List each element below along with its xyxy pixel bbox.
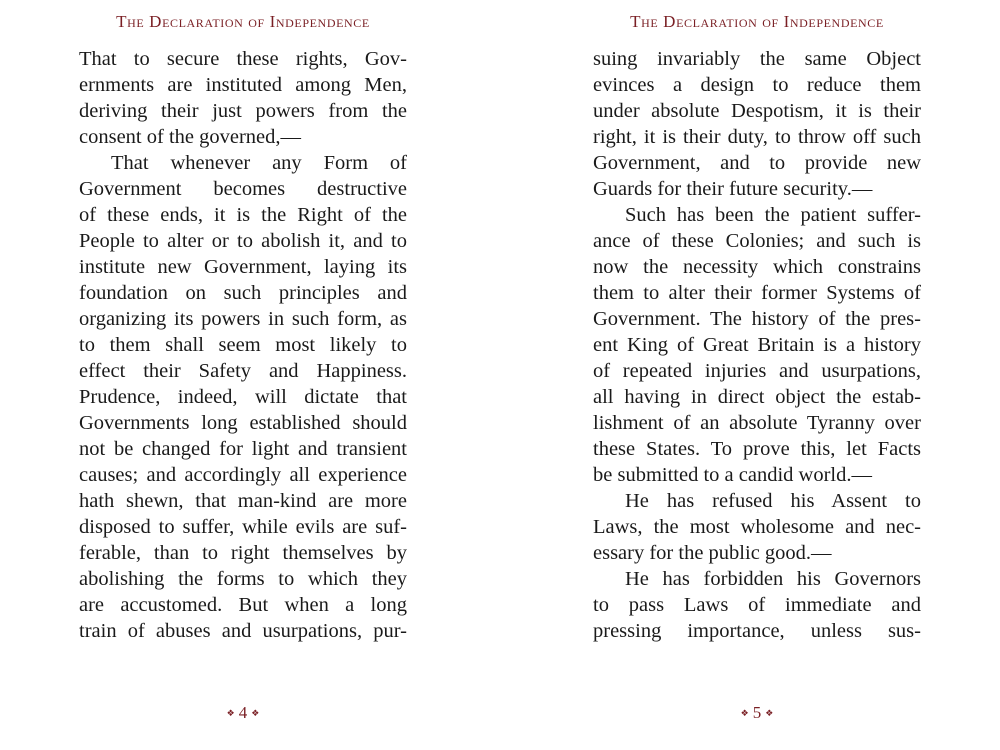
text-line: of repeated injuries and usurpations, (593, 360, 921, 382)
text-line: consent of the governed,— (79, 126, 302, 148)
text-line: He has refused his Assent to (625, 490, 921, 512)
text-line: Government, and to provide new (593, 152, 921, 174)
text-line: right, it is their duty, to throw off such (593, 126, 921, 148)
text-line: pressing importance, unless sus- (593, 620, 921, 642)
text-line: organizing its powers in such form, as (79, 308, 407, 330)
text-line: That to secure these rights, Gov- (79, 48, 407, 70)
text-line: ernments are instituted among Men, (79, 74, 407, 96)
text-line: Laws, the most wholesome and nec- (593, 516, 921, 538)
running-head: The Declaration of Independence (630, 12, 884, 31)
text-line: hath shewn, that man-kind are more (79, 490, 407, 512)
text-line: People to alter or to abolish it, and to (79, 230, 407, 252)
left-page (79, 0, 407, 750)
text-line: lishment of an absolute Tyranny over (593, 412, 921, 434)
page-number (593, 703, 921, 723)
page-number-value: 5 (752, 703, 762, 722)
page-number (79, 703, 407, 723)
text-line: these States. To prove this, let Facts (593, 438, 921, 460)
text-line: disposed to suffer, while evils are suf- (79, 516, 407, 538)
text-line: essary for the public good.— (593, 542, 832, 564)
page-number-value: 4 (238, 703, 248, 722)
text-line: of these ends, it is the Right of the (79, 204, 407, 226)
text-line: them to alter their former Systems of (593, 282, 921, 304)
text-line: institute new Government, laying its (79, 256, 407, 278)
text-line: Government. The history of the pres- (593, 308, 921, 330)
text-line: to them shall seem most likely to (79, 334, 407, 356)
text-line: not be changed for light and transient (79, 438, 407, 460)
text-line: evinces a design to reduce them (593, 74, 921, 96)
text-line: under absolute Despotism, it is their (593, 100, 921, 122)
text-line: That whenever any Form of (111, 152, 407, 174)
text-line: abolishing the forms to which they (79, 568, 407, 590)
text-line: train of abuses and usurpations, pur- (79, 620, 407, 642)
text-line: ferable, than to right themselves by (79, 542, 407, 564)
text-line: causes; and accordingly all experience (79, 464, 407, 486)
ornament-icon: ❖ (765, 707, 774, 718)
text-line: Government becomes destructive (79, 178, 407, 200)
text-line: deriving their just powers from the (79, 100, 407, 122)
text-line: effect their Safety and Happiness. (79, 360, 407, 382)
text-line: Guards for their future security.— (593, 178, 873, 200)
text-line: all having in direct object the estab- (593, 386, 921, 408)
right-page (593, 0, 921, 750)
body-text (79, 46, 407, 644)
text-line: ent King of Great Britain is a history (593, 334, 921, 356)
text-line: to pass Laws of immediate and (593, 594, 921, 616)
text-line: suing invariably the same Object (593, 48, 921, 70)
text-line: be submitted to a candid world.— (593, 464, 872, 486)
ornament-icon: ❖ (740, 707, 749, 718)
ornament-icon: ❖ (251, 707, 260, 718)
text-line: He has forbidden his Governors (625, 568, 921, 590)
ornament-icon: ❖ (226, 707, 235, 718)
text-line: now the necessity which constrains (593, 256, 921, 278)
running-head: The Declaration of Independence (116, 12, 370, 31)
text-line: foundation on such principles and (79, 282, 407, 304)
text-line: Prudence, indeed, will dictate that (79, 386, 407, 408)
text-line: are accustomed. But when a long (79, 594, 407, 616)
text-line: Such has been the patient suffer- (625, 204, 921, 226)
text-line: Governments long established should (79, 412, 407, 434)
text-line: ance of these Colonies; and such is (593, 230, 921, 252)
body-text (593, 46, 921, 644)
